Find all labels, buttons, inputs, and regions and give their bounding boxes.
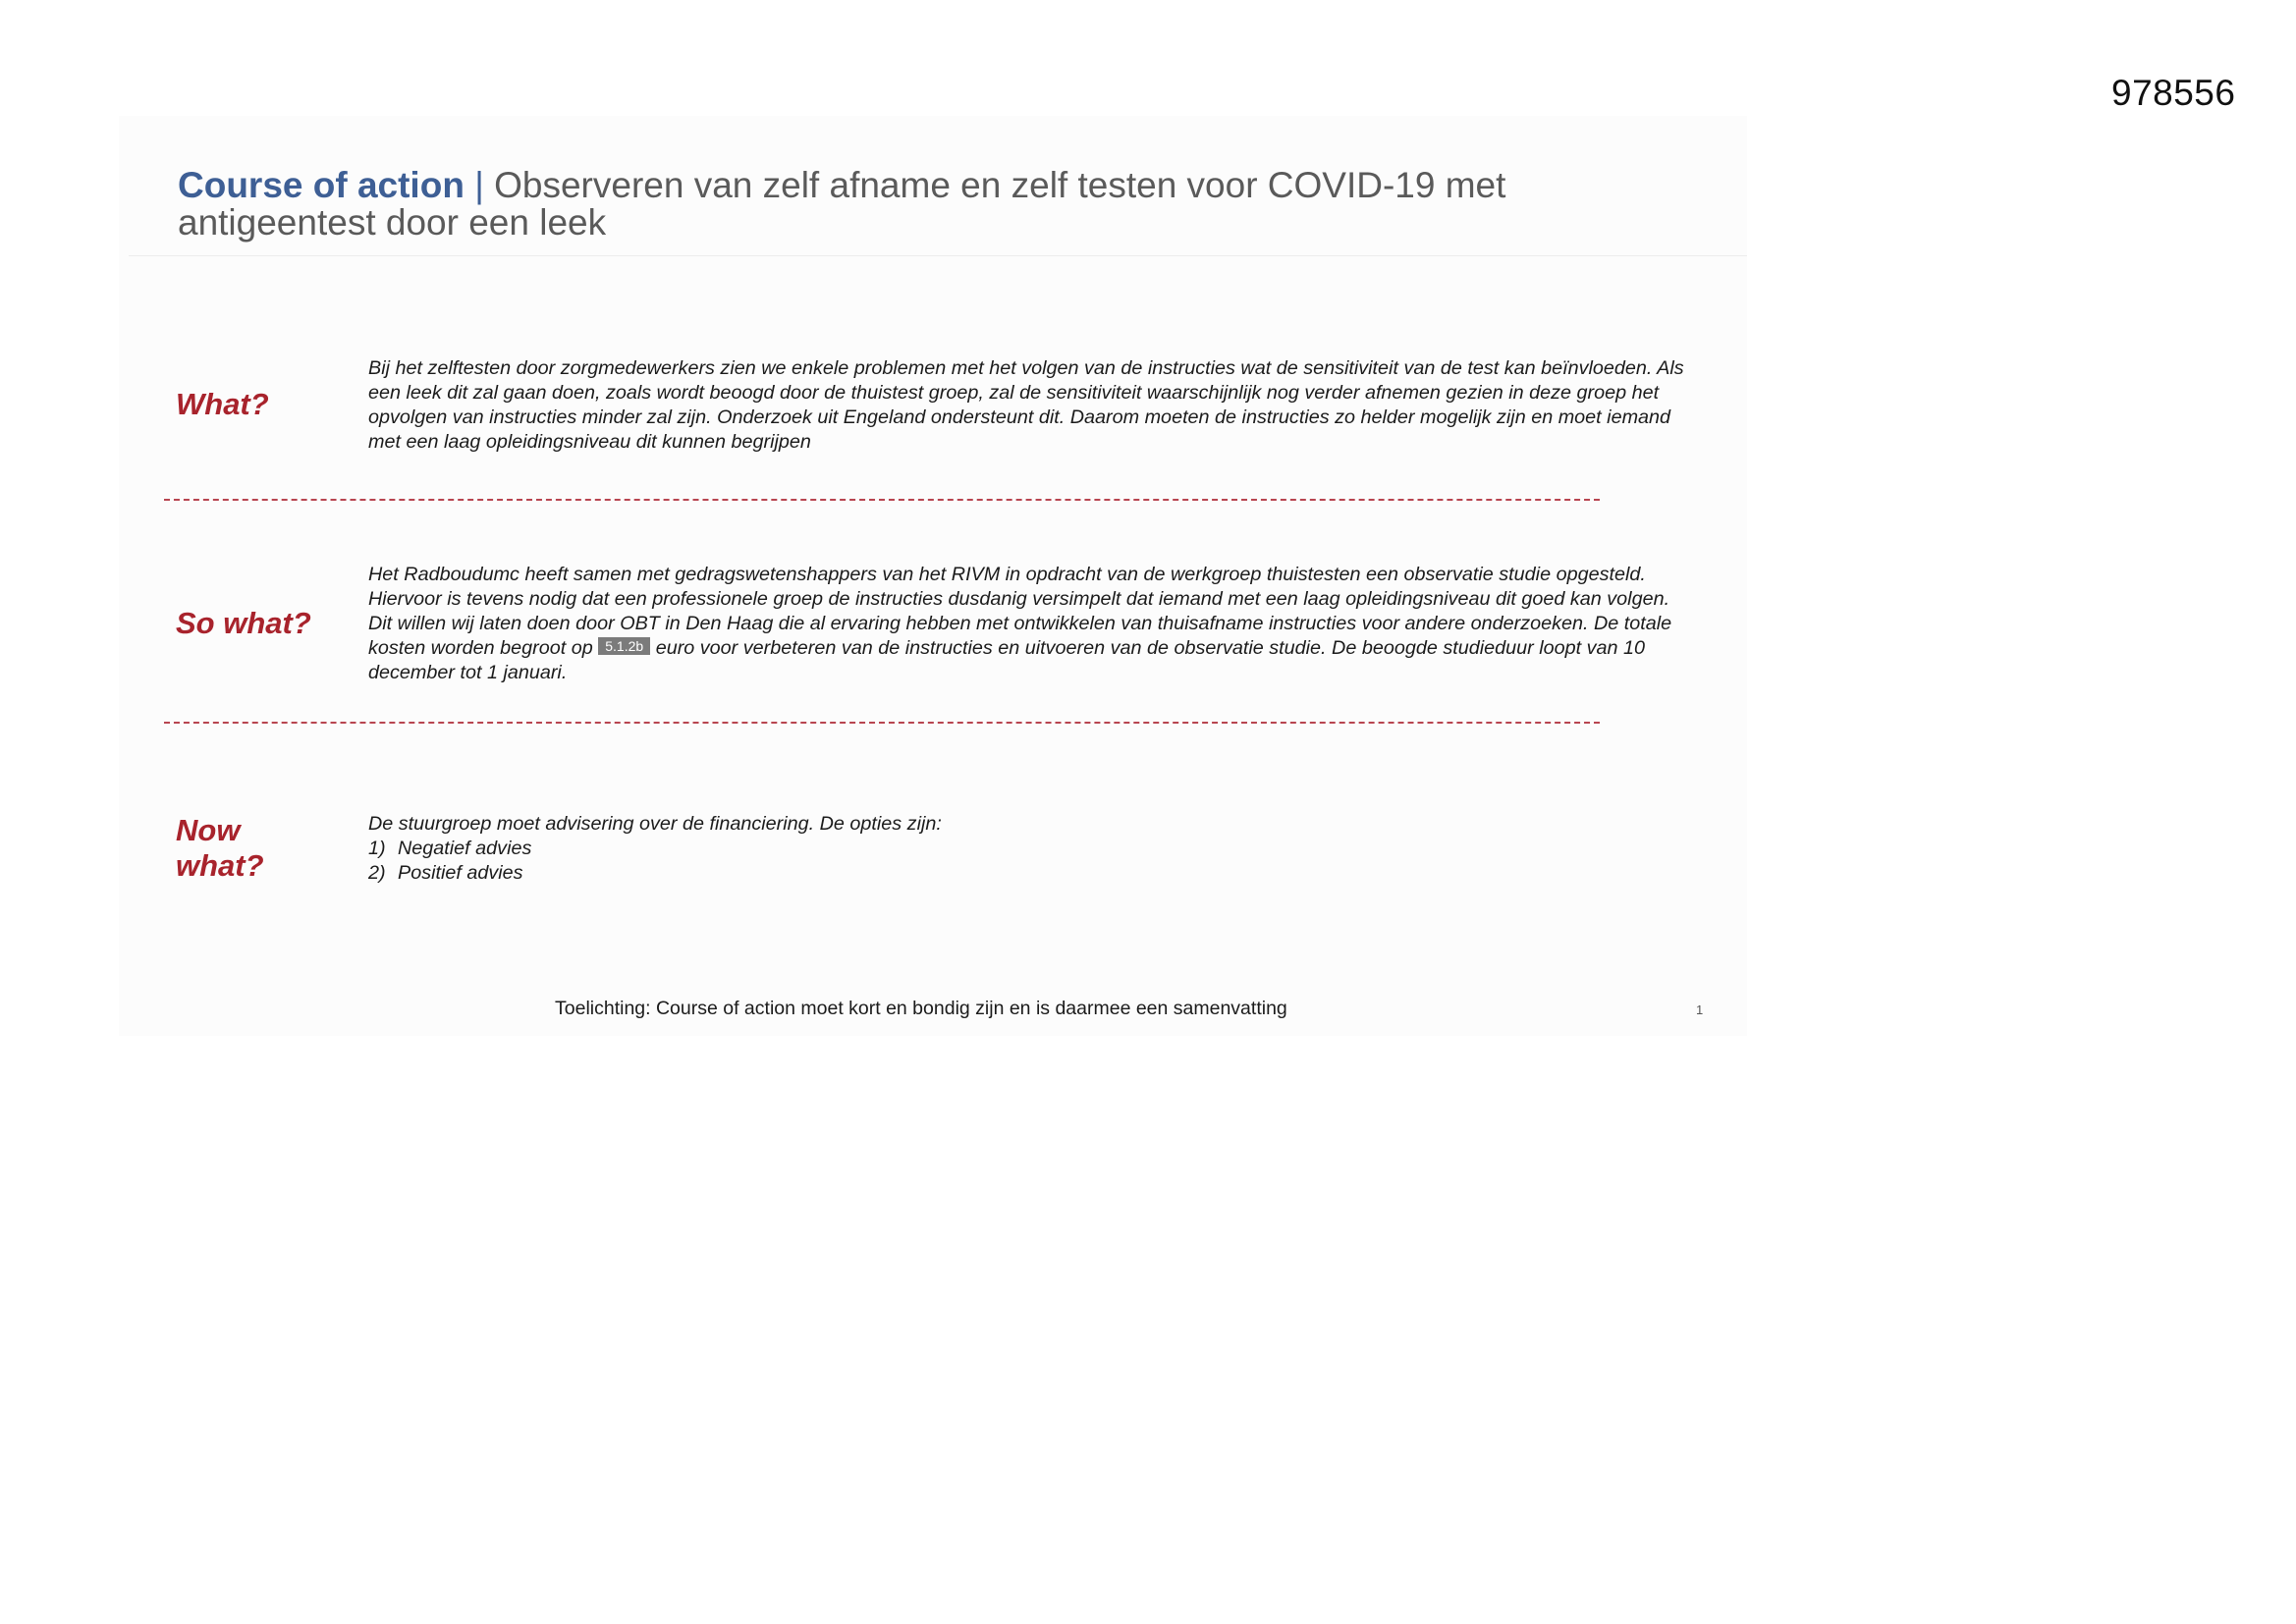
what-text: Bij het zelftesten door zorgmedewerkers zien we enkele problemen met het volgen van de instructies wat de sensitiviteit van de test kan beïnvloeden. Als een leek dit zal gaan doen, zoals wordt beoogd door de thuistest groep, zal de sensitiviteit waarschijnlijk nog verder afnemen gezien in deze groep het opvolgen van instructies minder zal zijn. Onderzoek uit Engeland ondersteunt dit. Daarom moeten de instructies zo helder mogelijk zijn en moet iemand met een laag opleidingsniveau dit kunnen begrijpen xyxy=(368,357,1684,453)
slide xyxy=(119,116,1747,1036)
what-label: What? xyxy=(176,387,269,421)
redaction-mark: 5.1.2b xyxy=(598,637,650,655)
page-number: 1 xyxy=(1696,1002,1704,1017)
option-item xyxy=(368,861,1694,886)
slide-title-separator: | xyxy=(474,165,484,205)
option-text: Negatief advies xyxy=(398,838,532,859)
section-divider-2 xyxy=(164,722,1600,724)
so-what-text-before: Het Radboudumc heeft samen met gedragswetenshappers van het RIVM in opdracht van de werkgroep thuistesten een observatie studie opgesteld. Hiervoor is tevens nodig dat een professionele groep de instructies dusdanig versimpelt dat iemand met een laag opleidingsniveau dit goed kan volgen. Dit willen wij laten doen door OBT in Den Haag die al ervaring hebben met ontwikkelen van thuisafname instructies voor andere onderzoeken. De totale kosten worden begroot op xyxy=(368,564,1672,659)
so-what-label: So what? xyxy=(176,606,311,640)
header-divider xyxy=(129,255,1747,256)
now-what-label xyxy=(176,813,264,884)
now-what-intro: De stuurgroep moet advisering over de financiering. De opties zijn: xyxy=(368,813,942,835)
slide-title xyxy=(178,167,1690,242)
slide-title-label: Course of action xyxy=(178,165,465,205)
section-divider-1 xyxy=(164,499,1600,501)
option-item xyxy=(368,837,1694,861)
options-list xyxy=(368,837,1694,886)
option-number: 1) xyxy=(368,838,386,859)
document-number: 978556 xyxy=(2111,73,2236,113)
footer-note: Toelichting: Course of action moet kort en bondig zijn en is daarmee een samenvatting xyxy=(555,998,1287,1019)
so-what-text xyxy=(368,563,1694,685)
now-what-label-line-1: Now xyxy=(176,813,241,847)
slide-title-text: Observeren van zelf afname en zelf testen voor COVID-19 met antigeentest door een leek xyxy=(178,165,1506,243)
so-what-text-after: euro voor verbeteren van de instructies en uitvoeren van de observatie studie. De beoogde studieduur loopt van 10 december tot 1 januari. xyxy=(368,637,1645,683)
option-text: Positief advies xyxy=(398,862,523,884)
now-what-label-line-2: what? xyxy=(176,848,264,883)
now-what-text xyxy=(368,812,1694,886)
option-number: 2) xyxy=(368,862,386,884)
